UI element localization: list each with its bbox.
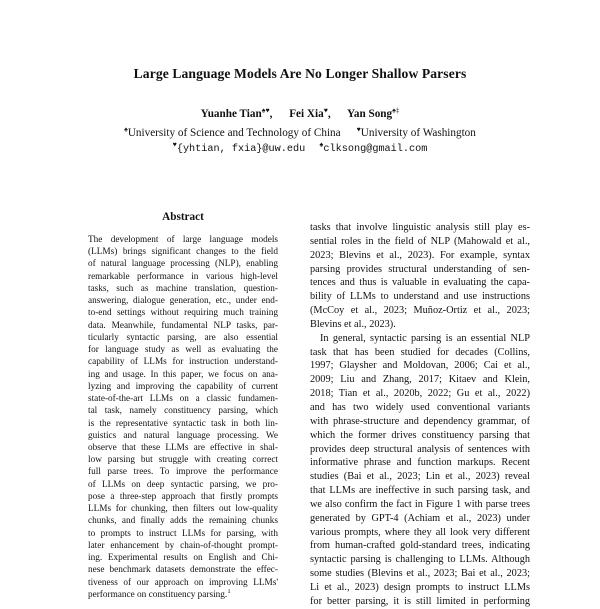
text-line	[310, 581, 530, 595]
email-mark: ♥	[172, 141, 177, 150]
text-line-content: The development of large language models	[88, 235, 278, 245]
text-line	[310, 387, 530, 401]
text-line	[310, 470, 530, 484]
author-mark: ♥	[323, 106, 328, 115]
text-line-content: ing. Experimental results on English and Chi-	[88, 553, 278, 564]
text-line	[88, 577, 278, 589]
abstract-text	[88, 234, 278, 601]
text-line-content: nese benchmark datasets demonstrate the effec-	[88, 565, 278, 576]
text-line	[310, 235, 530, 249]
text-line-content: to-end settings without requiring much training	[88, 308, 278, 319]
text-line	[88, 405, 278, 417]
email-address: {yhtian, fxia}@uw.edu	[176, 144, 306, 155]
text-line-content: of LLMs on deep syntactic parsing, we pro-	[88, 479, 278, 490]
text-line	[88, 307, 278, 319]
text-line-content: state-of-the-art LLMs on a classic fundamen-	[88, 394, 278, 405]
text-line	[310, 553, 530, 567]
text-line-content: tences and thus is valuable in evaluating the capa-	[310, 277, 530, 289]
author-name: Fei Xia	[289, 108, 324, 120]
text-line-content: of natural language processing (NLP), enabling	[88, 259, 278, 270]
text-line-content: which the former drives constituency parsing that	[310, 429, 530, 441]
text-line-content: Blevins et al., 2023).	[310, 318, 396, 330]
text-line	[88, 430, 278, 442]
text-line-content: (McCoy et al., 2023; Muñoz-Ortiz et al., 2023;	[310, 305, 530, 317]
text-line-content: studies (Bai et al., 2023; Lin et al., 2023) reveal	[310, 471, 530, 483]
text-line-content: LLMs for chunking, then filters out low-quality	[88, 504, 278, 515]
text-line-content: performance on constituency parsing.	[88, 589, 228, 600]
text-line-content: for better parsing, it is still limited in performing	[310, 595, 530, 607]
author-name: Yuanhe Tian	[200, 108, 262, 120]
text-line-content: that LLMs are ineffective in such parsing task, and	[310, 485, 530, 497]
text-line	[88, 332, 278, 344]
text-line	[310, 595, 530, 609]
text-line	[310, 526, 530, 540]
text-line	[310, 567, 530, 581]
text-line-content: observe that these LLMs are effective in shal-	[88, 442, 278, 453]
text-line-content: tal task, namely constituency parsing, which	[88, 406, 278, 417]
text-line-content: provides deep structural analysis of sentences with	[310, 443, 530, 455]
text-line-content: answering, dialogue generation, etc., under end-	[88, 296, 278, 307]
text-line-content: bility of LLMs to understand and use instructions	[310, 291, 530, 303]
text-line	[310, 359, 530, 373]
text-line	[310, 263, 530, 277]
author-list: Yuanhe Tian♠♥, Fei Xia♥, Yan Song♠‡	[200, 106, 400, 120]
text-line	[88, 552, 278, 564]
text-line	[88, 320, 278, 332]
text-line	[310, 484, 530, 498]
text-line	[88, 344, 278, 356]
text-line	[88, 540, 278, 552]
text-line-content: pose a three-step approach that firstly prompts	[88, 491, 278, 502]
text-line	[310, 221, 530, 235]
text-line-content: chunks, and finally adds the remaining chunks	[88, 516, 278, 527]
text-line-content: remarkable performance in various high-level	[88, 271, 278, 282]
text-line-content: is the representative syntactic task in both lin-	[88, 418, 278, 429]
text-line-content: parsing provides structural understanding of sen-	[310, 263, 530, 275]
text-line-content: low parsing but struggle with creating correct	[88, 455, 278, 466]
text-line	[88, 418, 278, 430]
text-line	[88, 503, 278, 515]
text-line-content: 2018; Tian et al., 2020b, 2022; Gu et al., 2022)	[310, 388, 530, 400]
text-line	[88, 246, 278, 258]
text-line	[88, 295, 278, 307]
text-line-content: data. Meanwhile, fundamental NLP tasks, par-	[88, 320, 278, 331]
text-line	[88, 454, 278, 466]
text-line	[310, 373, 530, 387]
text-line	[88, 271, 278, 283]
text-line	[88, 589, 278, 601]
text-line	[88, 491, 278, 503]
affiliation-name: University of Washington	[360, 127, 476, 139]
text-line-content: syntactic parsing is challenging to LLMs. Although	[310, 554, 530, 566]
text-line-content: informative phrase and function markups. Recent	[310, 457, 530, 469]
text-line-content: sential roles in the field of NLP (Mahowald et al.,	[310, 235, 530, 247]
text-line-content: to prompts to instruct LLMs for parsing, with	[88, 528, 278, 539]
text-line	[310, 512, 530, 526]
text-line	[88, 528, 278, 540]
author-mark: ♠‡	[392, 106, 400, 115]
paper-title: Large Language Models Are No Longer Shallow Parsers	[133, 66, 467, 81]
text-line	[310, 318, 530, 332]
email-list	[0, 141, 600, 155]
text-line	[310, 249, 530, 263]
text-line	[310, 498, 530, 512]
text-line-content: ing and usage. In this paper, we focus on ana-	[88, 369, 278, 380]
text-line-content: and has two widely used conventional variants	[310, 401, 530, 413]
affiliation-name: University of Science and Technology of China	[127, 127, 341, 139]
text-line-content: tasks, such as machine translation, question-	[88, 283, 278, 294]
text-line-content: In general, syntactic parsing is an essential NLP	[320, 332, 530, 344]
author-name: Yan Song	[347, 108, 393, 120]
text-line	[88, 283, 278, 295]
abstract-heading: Abstract	[162, 211, 204, 223]
text-line-content: task that has been studied for decades (Collins,	[310, 346, 530, 358]
text-line-content: some studies (Blevins et al., 2023; Bai et al., 2023;	[310, 568, 530, 580]
affiliation-mark: ♠	[124, 125, 128, 134]
text-line	[310, 332, 530, 346]
text-line-content: we also confirm the fact in Figure 1 with parse trees	[310, 498, 530, 510]
text-line-content: lyzing and improving the capability of current	[88, 381, 278, 392]
text-line-content: ticularly syntactic parsing, are also essential	[88, 332, 278, 343]
email-address: clksong@gmail.com	[323, 144, 428, 155]
text-line-content: (LLMs) brings significant changes to the field	[88, 247, 278, 258]
text-line-content: later enhancement by chain-of-thought prompt-	[88, 540, 278, 551]
text-line-content: tasks that involve linguistic analysis still play es-	[310, 222, 530, 233]
text-line	[310, 401, 530, 415]
text-line	[310, 276, 530, 290]
text-line	[88, 258, 278, 270]
footnote-mark: 1	[227, 588, 231, 595]
affiliation-mark: ♥	[356, 125, 361, 134]
text-line-content: generated by GPT-4 (Achiam et al., 2023) under	[310, 512, 530, 524]
text-line-content: capability of LLMs for instruction understand-	[88, 357, 278, 368]
text-line	[88, 393, 278, 405]
text-line	[310, 539, 530, 553]
email-mark: ♠	[319, 141, 324, 150]
text-line-content: tiveness of our approach on improving LLMs'	[88, 577, 278, 588]
text-line	[88, 381, 278, 393]
text-line	[310, 456, 530, 470]
affiliation-list	[0, 127, 600, 139]
text-line	[88, 515, 278, 527]
text-line	[310, 290, 530, 304]
text-line-content: from human-crafted gold-standard trees, indicating	[310, 540, 530, 552]
text-line-content: 1997; Glaysher and Moldovan, 2006; Cai et al.,	[310, 360, 530, 372]
text-line-content: for language study as well as evaluating the	[88, 345, 278, 356]
text-line-content: 2009; Liu and Zhang, 2017; Kitaev and Klein,	[310, 374, 530, 386]
text-line-content: guistics and natural language processing. We	[88, 430, 278, 441]
text-line	[88, 479, 278, 491]
author-mark: ♠♥	[261, 106, 270, 115]
text-line	[88, 442, 278, 454]
text-line-content: Li et al., 2023) design prompts to instruct LLMs	[310, 581, 530, 593]
text-line-content: 2023; Blevins et al., 2023). For example, syntax	[310, 249, 530, 261]
text-line	[310, 304, 530, 318]
text-line	[310, 429, 530, 443]
text-line-content: various prompts, where they all look very different	[310, 526, 530, 538]
text-line	[88, 234, 278, 246]
text-line	[310, 443, 530, 457]
text-line	[88, 466, 278, 478]
text-line	[88, 564, 278, 576]
text-line	[310, 346, 530, 360]
text-line	[88, 356, 278, 368]
text-line	[310, 415, 530, 429]
text-line	[88, 369, 278, 381]
intro-text-column	[310, 221, 530, 609]
text-line-content: with phrase-structure and dependency grammar, of	[310, 415, 530, 427]
text-line-content: full parse trees. To improve the performance	[88, 467, 278, 478]
